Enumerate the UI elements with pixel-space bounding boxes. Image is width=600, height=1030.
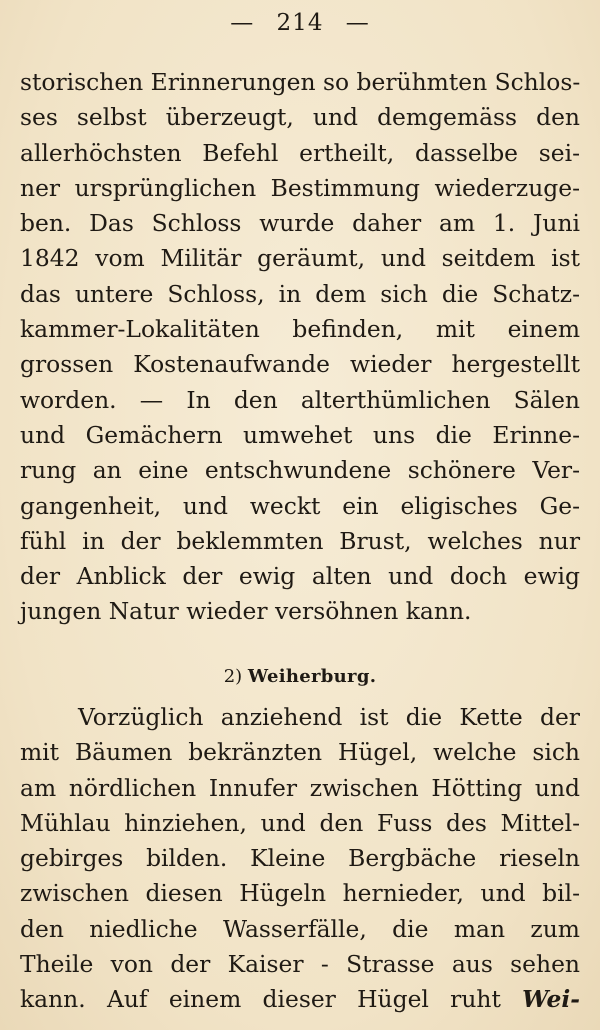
text-line: rung an eine entschwundene schönere Ver-	[20, 456, 580, 485]
text-line: Vorzüglich anziehend ist die Kette der	[78, 703, 580, 731]
text-line: zwischen diesen Hügeln hernieder, und bil-	[20, 879, 580, 908]
text-line: Theile von der Kaiser - Strasse aus sehen	[20, 950, 580, 979]
page-header	[0, 10, 600, 36]
text-line: 1842 vom Militär geräumt, und seitdem ist	[20, 244, 580, 273]
text-line: am nördlichen Innufer zwischen Hötting und	[20, 773, 580, 802]
text-line: jungen Natur wieder versöhnen kann.	[20, 597, 472, 626]
text-line: gangenheit, und weckt ein eligisches Ge-	[20, 491, 580, 520]
page-number: 214	[276, 10, 324, 36]
header-dash-left: —	[230, 10, 255, 36]
final-line-italic: Wei-	[522, 985, 580, 1014]
text-line-final	[20, 982, 580, 1017]
text-line: allerhöchsten Befehl ertheilt, dasselbe sei-	[20, 138, 580, 167]
final-line-text: kann. Auf einem dieser Hügel ruht	[20, 985, 501, 1014]
text-line: grossen Kostenaufwande wieder hergestellt	[20, 350, 580, 379]
text-line: ses selbst überzeugt, und demgemäss den	[20, 103, 580, 132]
text-line: mit Bäumen bekränzten Hügel, welche sich	[20, 738, 580, 767]
text-line: und Gemächern umwehet uns die Erinne-	[20, 420, 580, 449]
text-line: kammer-Lokalitäten befinden, mit einem	[20, 315, 580, 344]
text-line: worden. — In den alterthümlichen Sälen	[20, 385, 580, 414]
section-number: 2)	[223, 666, 243, 687]
text-line: der Anblick der ewig alten und doch ewig	[20, 562, 580, 591]
text-line: den niedliche Wasserfälle, die man zum	[20, 914, 580, 943]
section-heading	[0, 664, 600, 690]
paragraph-1	[20, 65, 580, 630]
text-line: das untere Schloss, in dem sich die Schatz-	[20, 279, 580, 308]
text-line: storischen Erinnerungen so berühmten Schlos-	[20, 68, 581, 96]
paragraph-2	[20, 700, 580, 1018]
section-title: Weiherburg.	[247, 666, 377, 687]
text-line: Mühlau hinziehen, und den Fuss des Mittel-	[20, 808, 580, 837]
text-line: ner ursprünglichen Bestimmung wiederzuge-	[20, 173, 580, 202]
text-line: fühl in der beklemmten Brust, welches nur	[20, 526, 580, 555]
text-line: ben. Das Schloss wurde daher am 1. Juni	[20, 209, 580, 238]
text-line: gebirges bilden. Kleine Bergbäche rieseln	[20, 844, 580, 873]
header-dash-right: —	[345, 10, 370, 36]
